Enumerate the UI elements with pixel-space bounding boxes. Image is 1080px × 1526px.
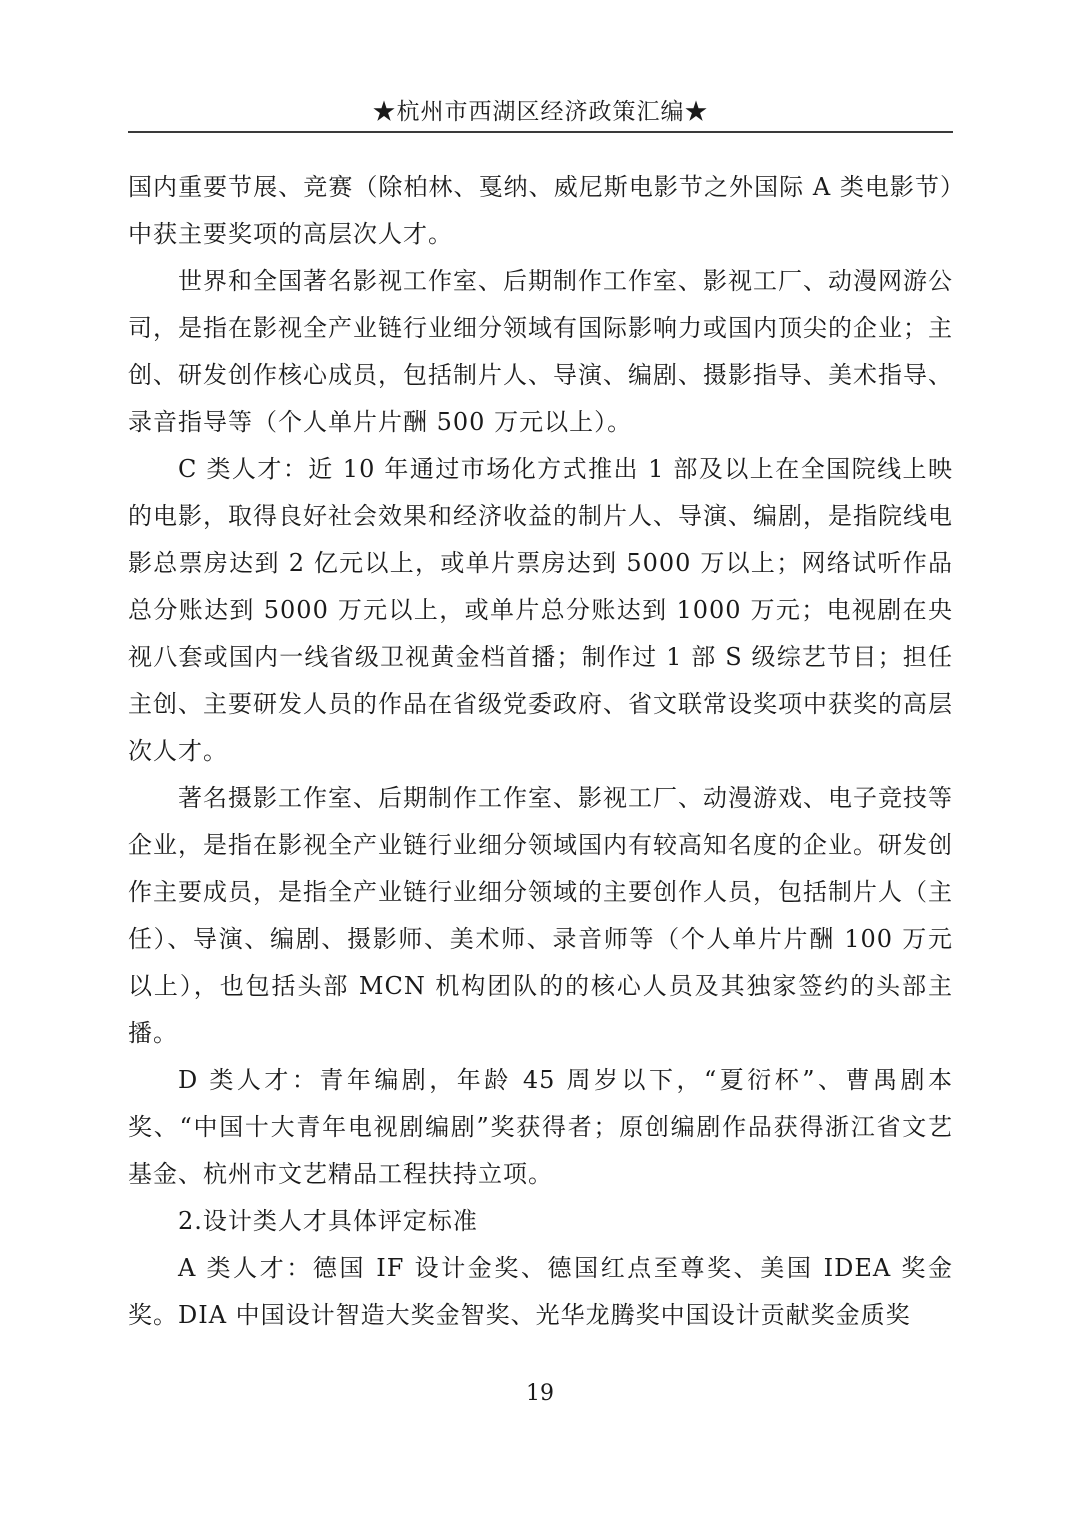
paragraph-class-c-talent: C 类人才：近 10 年通过市场化方式推出 1 部及以上在全国院线上映的电影，取得良好社会效果和经济收益的制片人、导演、编剧，是指院线电影总票房达到 2 亿元以上，或单片票房达到 5000 万以上；网络试听作品总分账达到 5000 万元以上，或单片总分账达到 1000 万元；电视剧在央视八套或国内一线省级卫视黄金档首播；制作过 1 部 S 级综艺节目；担任主创、主要研发人员的作品在省级党委政府、省文联常设奖项中获奖的高层次人才。 [128, 455, 953, 765]
paragraph-studios-definition: 世界和全国著名影视工作室、后期制作工作室、影视工厂、动漫网游公司，是指在影视全产业链行业细分领域有国际影响力或国内顶尖的企业；主创、研发创作核心成员，包括制片人、导演、编剧、摄影指导、美术指导、录音指导等（个人单片片酬 500 万元以上）。 [128, 267, 953, 436]
section-heading-design-talent: 2.设计类人才具体评定标准 [178, 1207, 478, 1235]
paragraph-notable-companies: 著名摄影工作室、后期制作工作室、影视工厂、动漫游戏、电子竞技等企业，是指在影视全产业链行业细分领域国内有较高知名度的企业。研发创作主要成员，是指全产业链行业细分领域的主要创作人员，包括制片人（主任）、导演、编剧、摄影师、美术师、录音师等（个人单片片酬 100 万元以上），也包括头部 MCN 机构团队的的核心人员及其独家签约的头部主播。 [128, 784, 953, 1047]
page-number: 19 [526, 1381, 554, 1406]
body-text [128, 164, 953, 1339]
running-header: ★杭州市西湖区经济政策汇编★ [372, 99, 709, 125]
header-divider [128, 131, 953, 133]
paragraph-design-class-a: A 类人才：德国 IF 设计金奖、德国红点至尊奖、美国 IDEA 奖金奖。DIA 中国设计智造大奖金智奖、光华龙腾奖中国设计贡献奖金质奖 [128, 1254, 953, 1329]
paragraph-continuation: 国内重要节展、竞赛（除柏林、戛纳、威尼斯电影节之外国际 A 类电影节）中获主要奖项的高层次人才。 [128, 173, 953, 248]
paragraph-class-d-talent: D 类人才：青年编剧，年龄 45 周岁以下，“夏衍杯”、曹禺剧本奖、“中国十大青年电视剧编剧”奖获得者；原创编剧作品获得浙江省文艺基金、杭州市文艺精品工程扶持立项。 [128, 1066, 953, 1188]
